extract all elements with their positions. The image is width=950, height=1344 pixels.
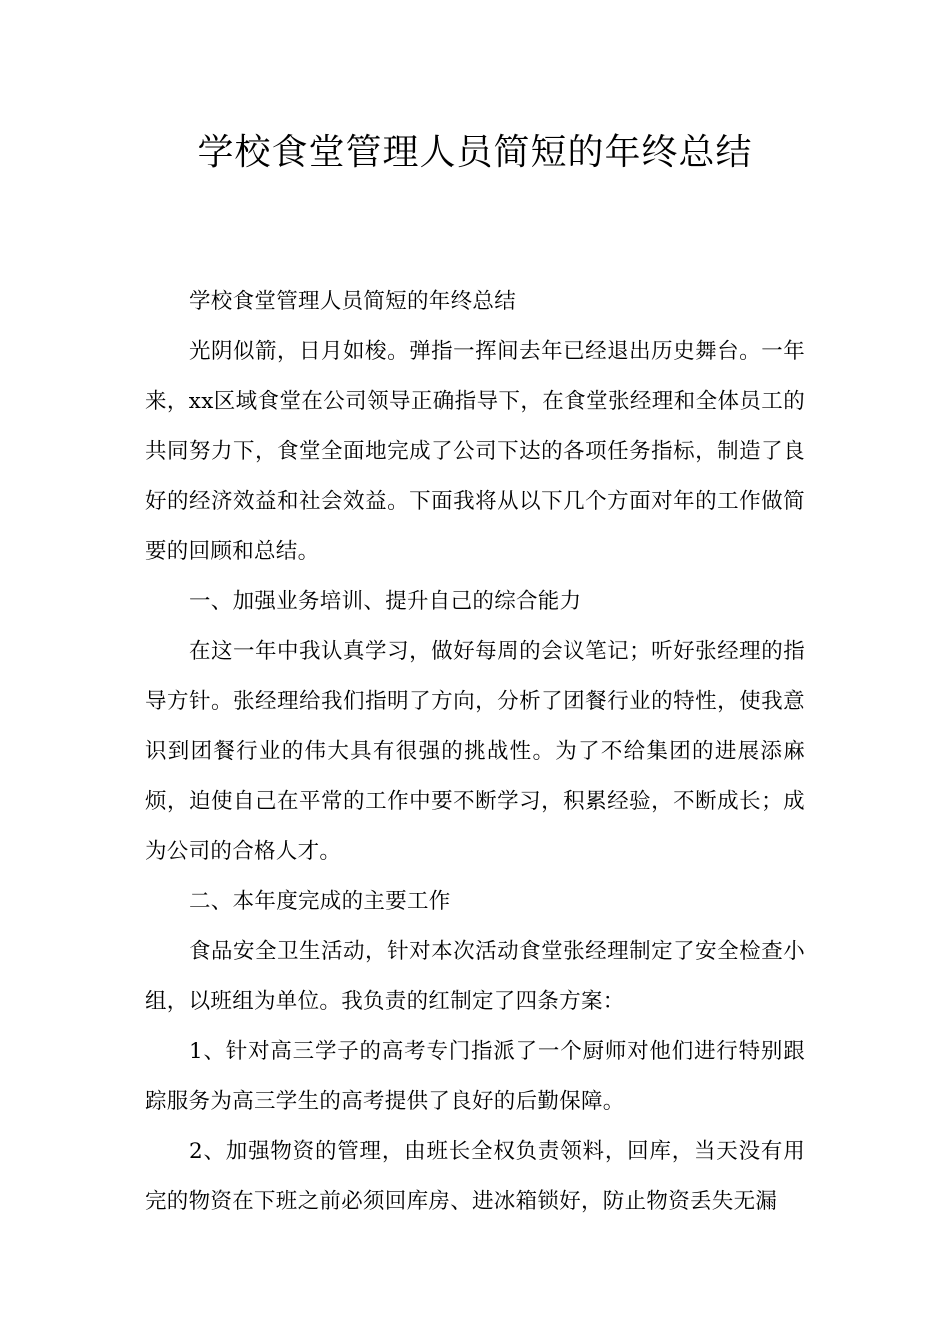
paragraph-training: 在这一年中我认真学习，做好每周的会议笔记；听好张经理的指导方针。张经理给我们指明了方向，分析了团餐行业的特性，使我意识到团餐行业的伟大具有很强的挑战性。为了不给集团的进展添麻烦，迫使自己在平常的工作中要不断学习，积累经验，不断成长；成为公司的合格人才。 <box>145 639 805 864</box>
paragraph-heading: 学校食堂管理人员简短的年终总结 <box>189 289 517 314</box>
list-item-2: 2、加强物资的管理，由班长全权负责领料，回库，当天没有用完的物资在下班之前必须回库房、进冰箱锁好，防止物资丢失无漏 <box>145 1139 805 1214</box>
section-heading-main-work: 二、本年度完成的主要工作 <box>189 889 451 914</box>
paragraph-food-safety: 食品安全卫生活动，针对本次活动食堂张经理制定了安全检查小组，以班组为单位。我负责的红制定了四条方案： <box>145 939 805 1014</box>
list-item-1: 1、针对高三学子的高考专门指派了一个厨师对他们进行特别跟踪服务为高三学生的高考提供了良好的后勤保障。 <box>145 1039 805 1114</box>
paragraph-intro: 光阴似箭，日月如梭。弹指一挥间去年已经退出历史舞台。一年来，xx区域食堂在公司领导正确指导下，在食堂张经理和全体员工的共同努力下，食堂全面地完成了公司下达的各项任务指标，制造了良好的经济效益和社会效益。下面我将从以下几个方面对年的工作做简要的回顾和总结。 <box>145 339 805 564</box>
document-body <box>145 277 805 1227</box>
section-heading-training: 一、加强业务培训、提升自己的综合能力 <box>189 589 582 614</box>
document-title: 学校食堂管理人员简短的年终总结 <box>197 132 753 173</box>
